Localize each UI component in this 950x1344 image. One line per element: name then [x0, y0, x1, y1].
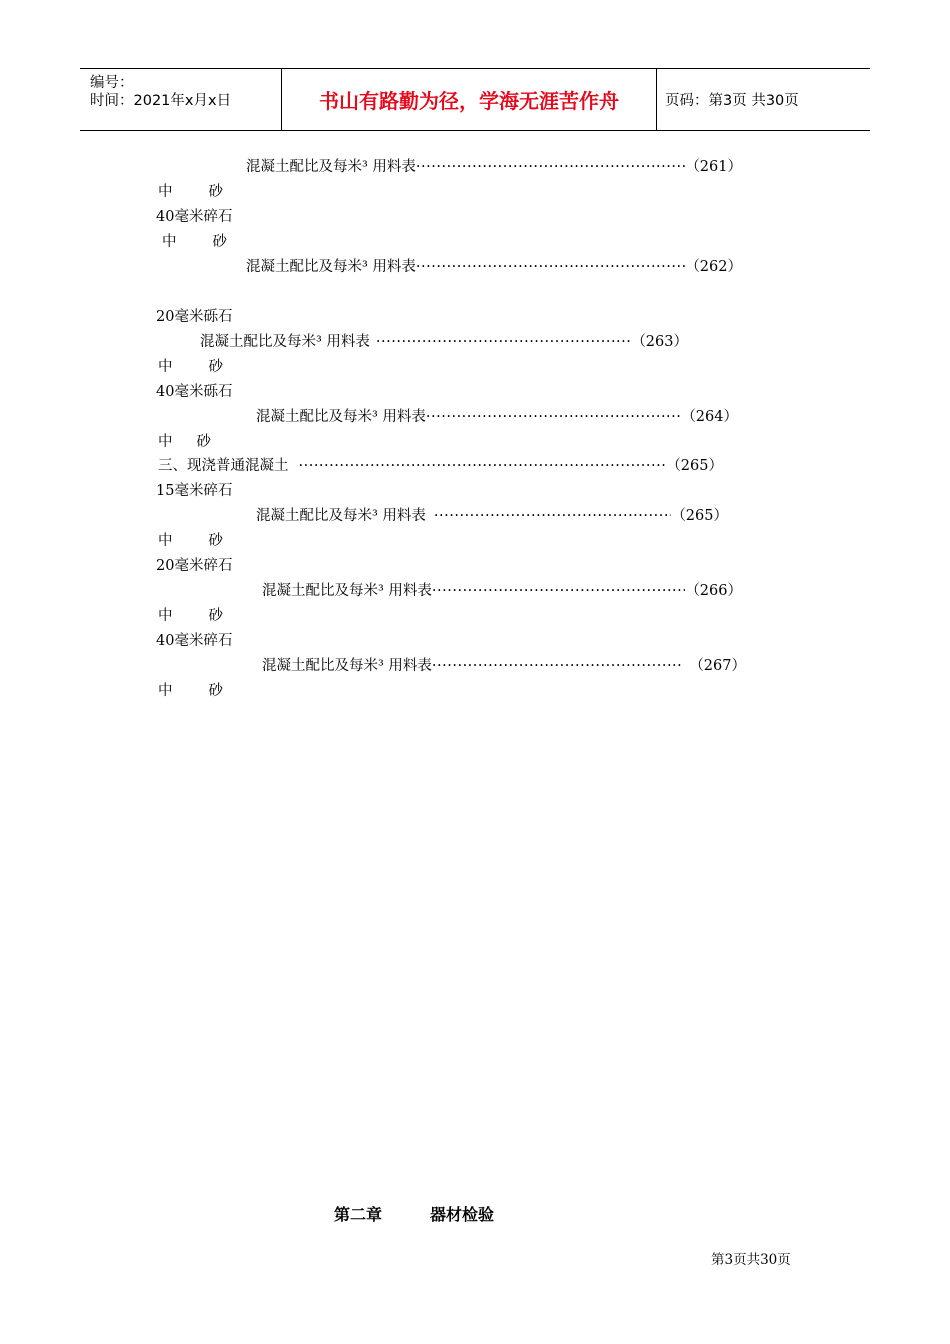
sand-label: 中 砂 [162, 234, 227, 250]
toc-entry-267 [262, 657, 746, 675]
stone-size-label: 15毫米碎石 [156, 483, 233, 499]
toc-entry-263 [200, 333, 688, 351]
sand-label: 中 砂 [158, 683, 223, 699]
toc-page-number: （265） [671, 508, 728, 524]
toc-page-number: （262） [685, 259, 742, 275]
toc-entry-text: 混凝土配比及每米³ 用料表 [256, 409, 426, 425]
serial-label: 编号： [90, 75, 134, 91]
sand-label: 中 砂 [158, 359, 223, 375]
toc-leader-dots [434, 507, 671, 525]
stone-size-label: 40毫米碎石 [156, 633, 233, 649]
sand-label: 中 砂 [158, 608, 223, 624]
sand-label: 中 砂 [158, 184, 223, 200]
toc-leader-dots [416, 158, 685, 176]
toc-entry-264 [256, 408, 738, 426]
toc-leader-dots [416, 258, 685, 276]
toc-page-number: （266） [685, 583, 742, 599]
toc-entry-text: 混凝土配比及每米³ 用料表 [262, 583, 432, 599]
sand-label: 中 砂 [158, 434, 211, 450]
toc-entry-265 [256, 507, 728, 525]
toc-entry-text: 混凝土配比及每米³ 用料表 [246, 259, 416, 275]
toc-page-number: （263） [631, 334, 688, 350]
time-label: 时间：2021年x月x日 [90, 93, 232, 109]
chapter-number: 第二章 [334, 1205, 383, 1224]
toc-entry-text: 混凝土配比及每米³ 用料表 [200, 334, 370, 350]
page-footer: 第3页共30页 [711, 1252, 791, 1268]
toc-leader-dots [432, 582, 685, 600]
header-motto-cell [281, 69, 657, 130]
header-motto: 书山有路勤为径，学海无涯苦作舟 [319, 89, 619, 113]
header-left-cell [80, 69, 282, 130]
toc-entry-261 [246, 158, 742, 176]
toc-leader-dots [432, 657, 681, 675]
toc-page-number: （264） [681, 409, 738, 425]
gravel-size-label: 20毫米砾石 [156, 309, 233, 325]
toc-entry-text: 混凝土配比及每米³ 用料表 [262, 658, 432, 674]
toc-leader-dots [426, 408, 681, 426]
chapter-heading [334, 1202, 494, 1225]
toc-section-3 [158, 457, 723, 475]
page-header [80, 68, 870, 131]
toc-entry-266 [262, 582, 742, 600]
toc-page-number: （261） [685, 159, 742, 175]
toc-entry-262 [246, 258, 742, 276]
toc-page-number: （267） [689, 658, 746, 674]
sand-label: 中 砂 [158, 533, 223, 549]
toc-section-text: 三、现浇普通混凝土 [158, 458, 289, 474]
toc-entry-text: 混凝土配比及每米³ 用料表 [256, 508, 426, 524]
stone-size-label: 20毫米碎石 [156, 558, 233, 574]
toc-leader-dots [376, 333, 631, 351]
toc-page-number: （265） [666, 458, 723, 474]
chapter-title: 器材检验 [430, 1205, 495, 1224]
header-right-cell [656, 69, 870, 130]
toc-entry-text: 混凝土配比及每米³ 用料表 [246, 159, 416, 175]
stone-size-label: 40毫米碎石 [156, 209, 233, 225]
gravel-size-label: 40毫米砾石 [156, 384, 233, 400]
header-page-info: 页码：第3页 共30页 [665, 93, 799, 109]
toc-leader-dots [299, 457, 667, 475]
